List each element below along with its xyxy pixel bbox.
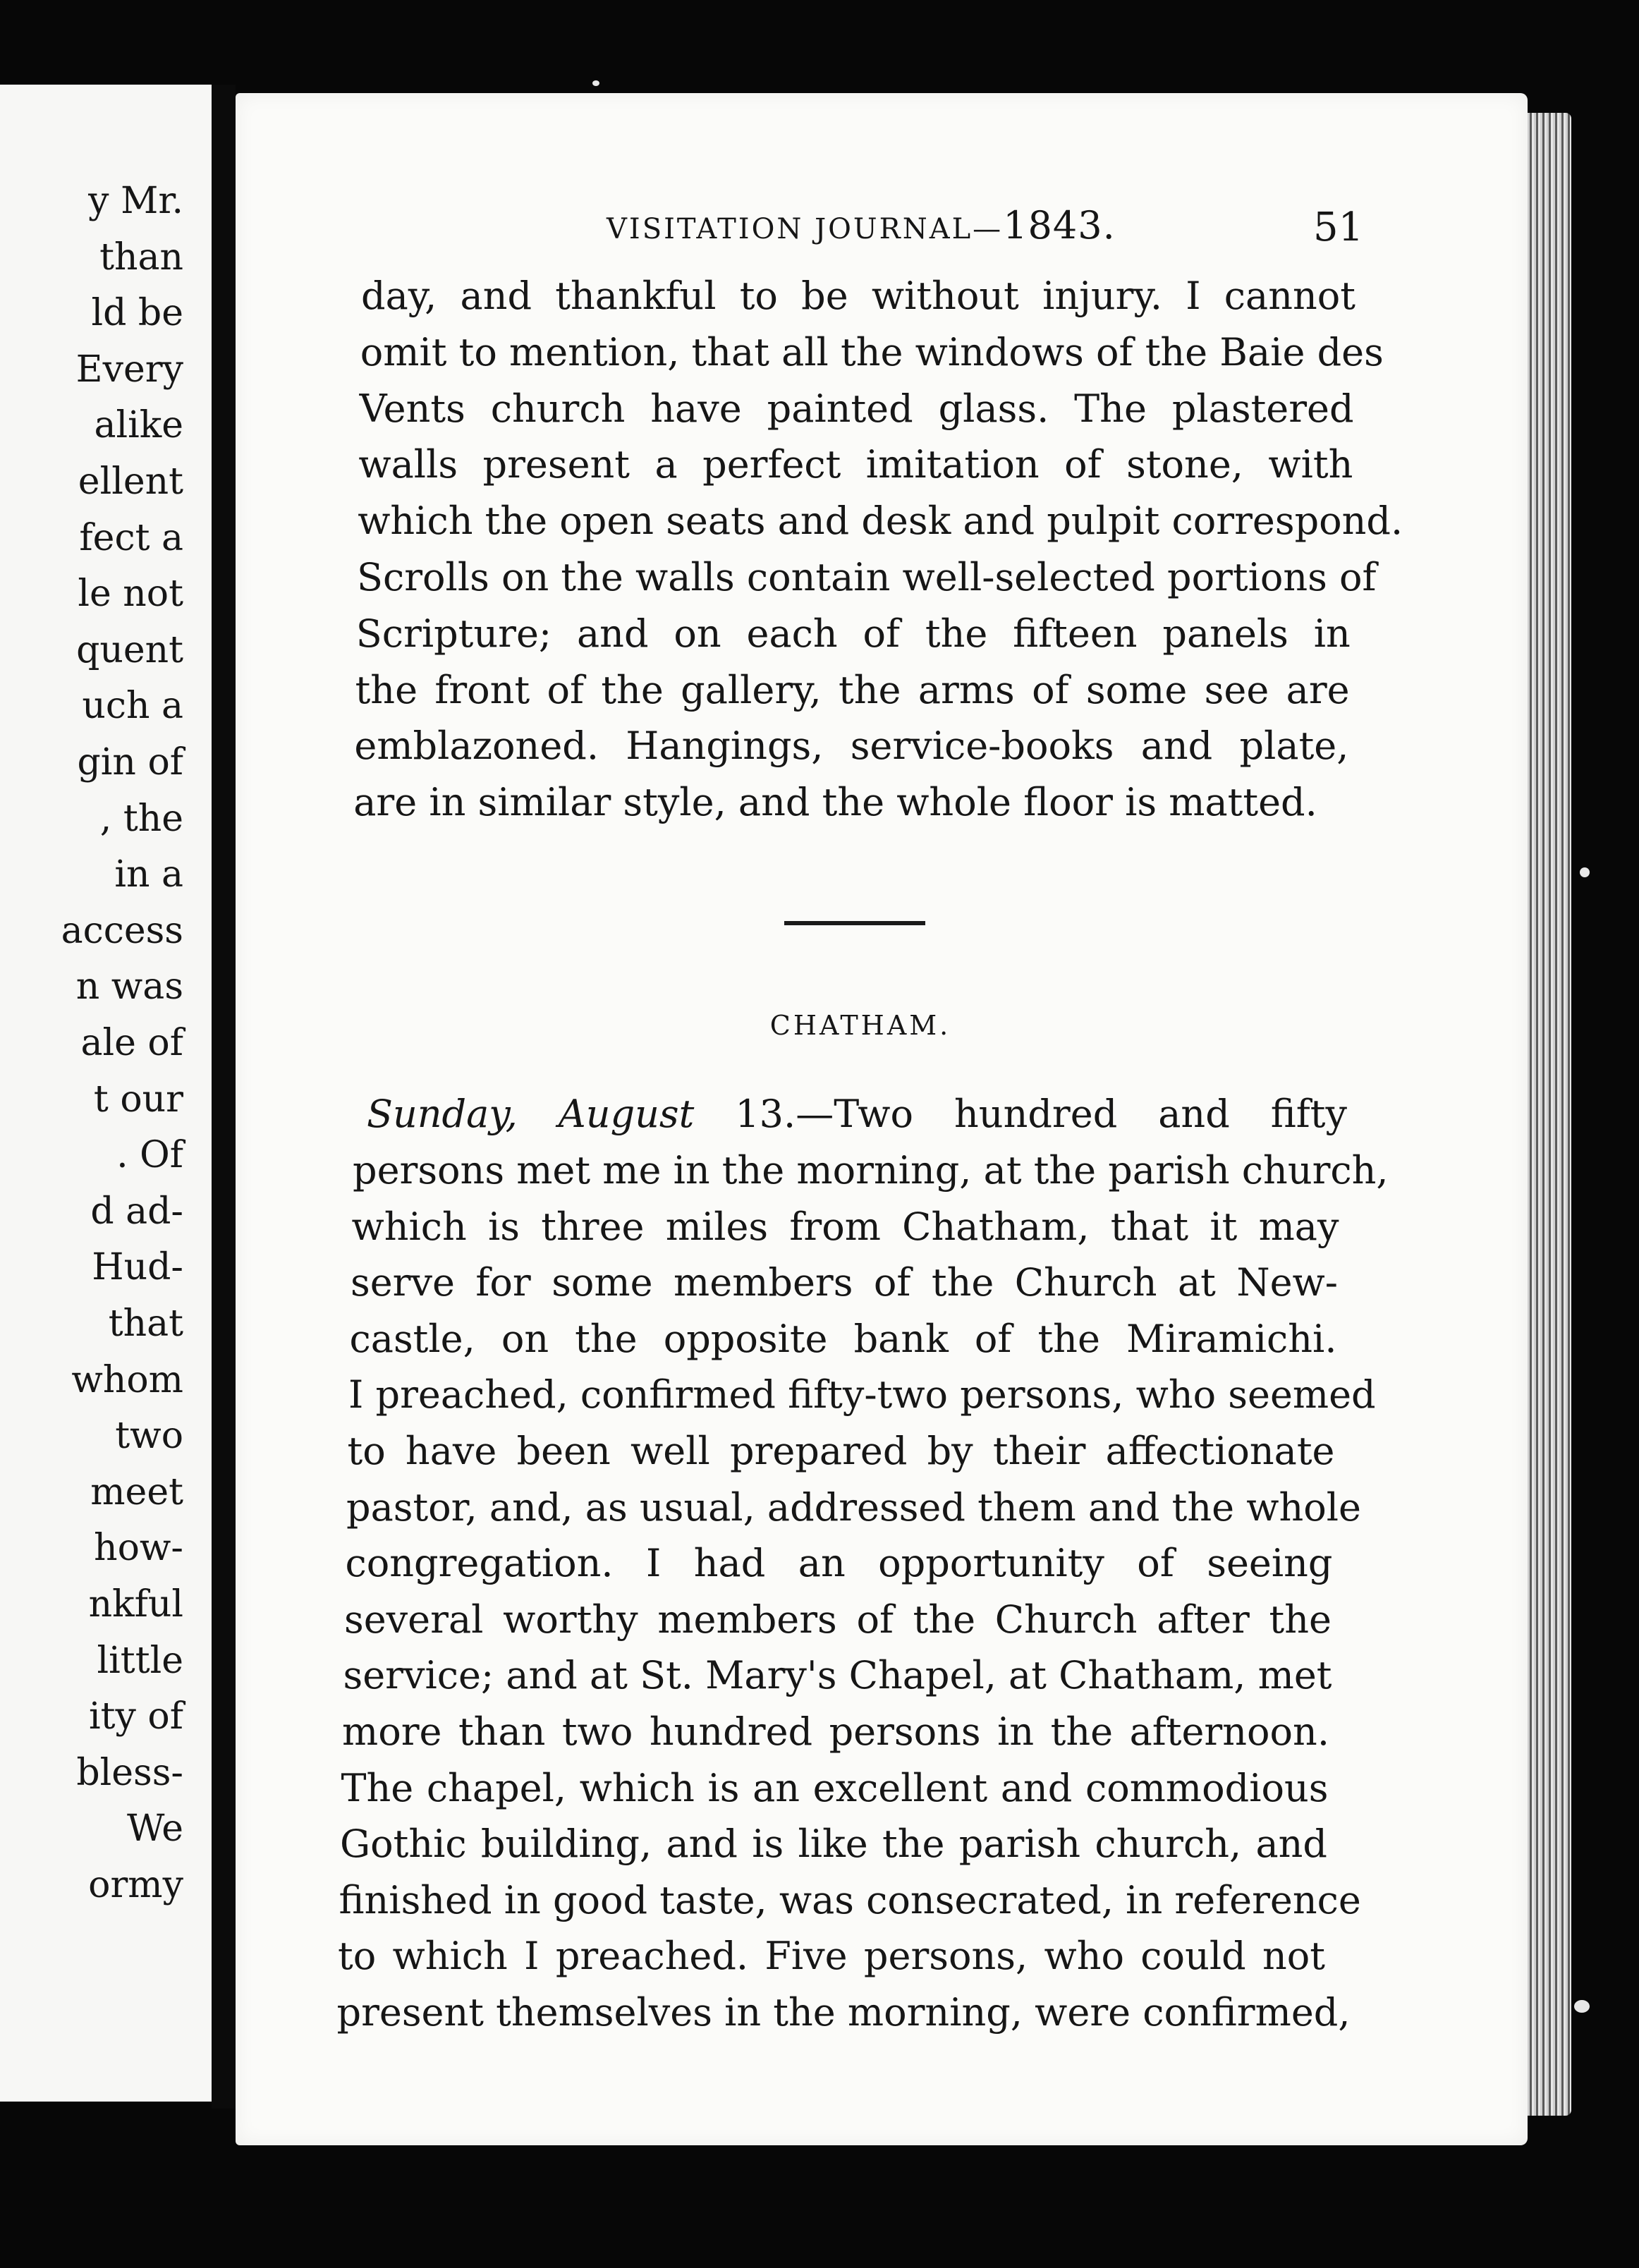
body-line: are in similar style, and the whole floor is matted. xyxy=(353,780,1317,825)
left-page-line: how- xyxy=(94,1527,183,1570)
left-page-line: bless- xyxy=(76,1751,183,1794)
scan-speck xyxy=(1574,2000,1590,2013)
left-page-line: in a xyxy=(114,853,183,896)
left-page-line: access xyxy=(61,909,183,952)
left-page-line: fect a xyxy=(79,516,183,559)
left-page-line: two xyxy=(115,1415,183,1458)
left-page-line: ale of xyxy=(80,1022,183,1064)
left-page-line: le not xyxy=(78,573,183,616)
left-page-line: ormy xyxy=(88,1864,183,1906)
body-line: Scripture; and on each of the fifteen panels in xyxy=(355,611,1351,656)
section-line: castle, on the opposite bank of the Miramichi. xyxy=(349,1316,1337,1361)
left-page-line: n was xyxy=(75,965,183,1008)
scan-speck xyxy=(1580,867,1590,877)
body-line: Vents church have painted glass. The plastered xyxy=(359,386,1354,431)
section-line: serve for some members of the Church at New- xyxy=(351,1260,1338,1305)
page-number: 51 xyxy=(1313,205,1364,250)
left-page-line: quent xyxy=(76,628,183,671)
left-page-line: nkful xyxy=(88,1583,183,1626)
body-line: day, and thankful to be without injury. I cannot xyxy=(361,274,1355,318)
section-line: persons met me in the morning, at the parish church, xyxy=(353,1148,1389,1193)
left-page-line: than xyxy=(99,236,183,279)
left-page-line: , the xyxy=(99,797,183,840)
section-line: congregation. I had an opportunity of seeing xyxy=(345,1541,1333,1586)
section-line: I preached, confirmed fifty-two persons, who seemed xyxy=(348,1372,1376,1418)
section-line: Gothic building, and is like the parish church, and xyxy=(340,1822,1327,1867)
left-page-line: that xyxy=(108,1303,183,1345)
body-line: omit to mention, that all the windows of the Baie des xyxy=(360,329,1384,374)
left-page-line: t our xyxy=(93,1078,183,1121)
left-page-line: Every xyxy=(75,348,183,391)
body-line: which the open seats and desk and pulpit correspond. xyxy=(358,499,1403,544)
section-first-line xyxy=(367,1092,1347,1137)
section-line: present themselves in the morning, were confirmed, xyxy=(336,1990,1351,2035)
page-edges-stack xyxy=(1528,113,1571,2116)
left-page-line: ity of xyxy=(89,1695,183,1738)
section-line: pastor, and, as usual, addressed them and the whole xyxy=(346,1484,1361,1530)
left-page-line: meet xyxy=(90,1470,183,1513)
section-line: service; and at St. Mary's Chapel, at Chatham, met xyxy=(343,1653,1332,1698)
section-divider-rule xyxy=(784,921,925,925)
left-page-line: uch a xyxy=(82,685,183,728)
left-page-line: d ad- xyxy=(90,1190,183,1233)
running-head xyxy=(607,203,1116,248)
left-page-line: little xyxy=(97,1639,183,1682)
left-page-line: y Mr. xyxy=(88,180,183,222)
section-line: The chapel, which is an excellent and commodious xyxy=(341,1765,1329,1810)
section-line: to have been well prepared by their affectionate xyxy=(347,1429,1335,1473)
scan-speck xyxy=(592,80,599,86)
section-line: several worthy members of the Church after the xyxy=(344,1597,1332,1642)
left-page-line: . Of xyxy=(116,1134,183,1177)
body-line: Scrolls on the walls contain well-selected portions of xyxy=(357,555,1377,599)
section-line: which is three miles from Chatham, that it may xyxy=(351,1204,1339,1249)
section-line: to which I preached. Five persons, who could not xyxy=(338,1934,1325,1979)
left-page-line: We xyxy=(127,1807,183,1851)
previous-page-fragment xyxy=(0,85,212,2102)
left-page-line: ellent xyxy=(78,461,183,503)
left-page-line: ld be xyxy=(91,292,183,335)
left-page-line: alike xyxy=(94,404,183,447)
section-heading-chatham: CHATHAM. xyxy=(769,1010,951,1041)
section-line: finished in good taste, was consecrated, in reference xyxy=(339,1877,1361,1922)
body-line: emblazoned. Hangings, service-books and plate, xyxy=(354,724,1349,769)
body-line: the front of the gallery, the arms of some see are xyxy=(355,667,1350,712)
left-page-line: whom xyxy=(71,1358,183,1401)
section-line: more than two hundred persons in the afternoon. xyxy=(342,1709,1329,1754)
running-head-year: 1843. xyxy=(1003,203,1116,248)
left-page-line: Hud- xyxy=(92,1246,183,1289)
book-gutter xyxy=(212,85,236,2109)
first-line-rest: 13.—Two hundred and fifty xyxy=(735,1092,1347,1136)
italic-day: Sunday, xyxy=(367,1092,518,1136)
italic-month: August xyxy=(558,1092,695,1136)
running-head-title: VISITATION JOURNAL— xyxy=(607,213,1004,245)
left-page-line: gin of xyxy=(77,741,183,784)
body-line: walls present a perfect imitation of stone, with xyxy=(358,442,1353,487)
